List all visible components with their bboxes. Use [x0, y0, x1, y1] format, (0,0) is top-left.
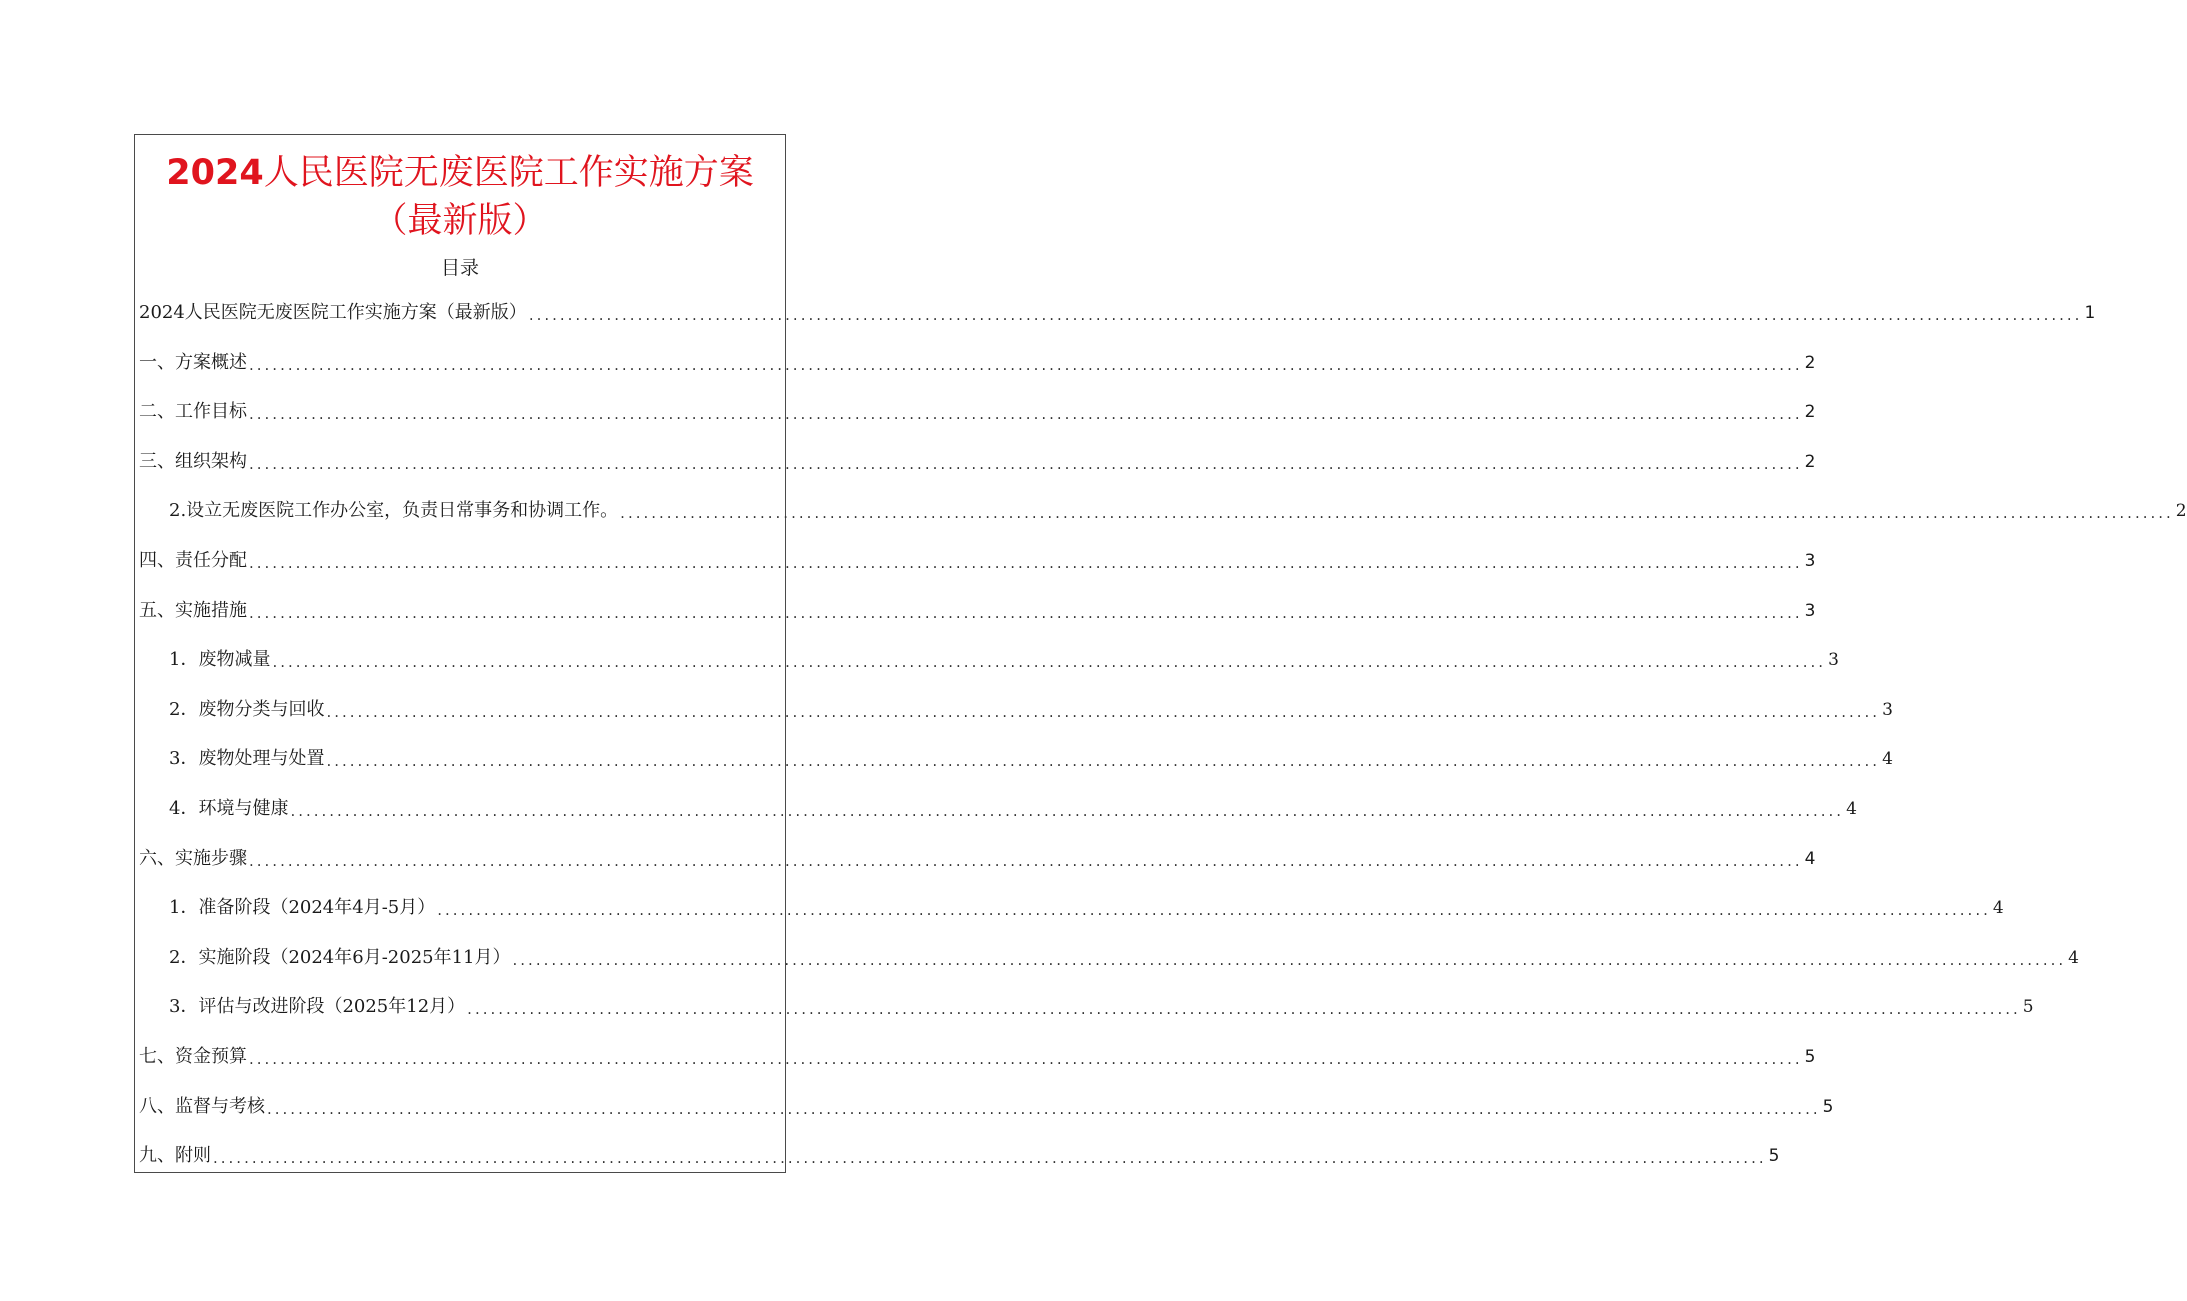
toc-entry-page: 4	[1992, 898, 2004, 919]
document-title	[135, 145, 785, 195]
toc-leader-dots: ........................................................................................................................................................................................................	[249, 355, 1803, 374]
toc-entry-page: 2	[1804, 402, 1816, 423]
toc-entry-label: 三、组织架构	[139, 450, 247, 472]
toc-leader-dots: ........................................................................................................................................................................................................	[213, 1149, 1767, 1168]
toc-leader-dots: ........................................................................................................................................................................................................	[249, 405, 1803, 424]
toc-entry-page: 5	[1822, 1096, 1834, 1117]
toc-leader-dots: ........................................................................................................................................................................................................	[437, 901, 1991, 920]
toc-entry-page: 3	[1882, 699, 1893, 720]
toc-leader-dots: ........................................................................................................................................................................................................	[249, 554, 1803, 572]
toc-entry-label: 七、资金预算	[139, 1046, 247, 1067]
toc-entry[interactable]	[139, 394, 1816, 424]
toc-heading: 目录	[440, 257, 479, 279]
toc-entry-page: 2	[1804, 451, 1816, 472]
toc-entry[interactable]	[139, 841, 1816, 871]
toc-entry-label: 2．实施阶段（2024年6月-2025年11月）	[169, 946, 511, 968]
toc-leader-dots: ........................................................................................................................................................................................................	[290, 802, 1845, 820]
toc-entry-label: 1．准备阶段（2024年4月-5月）	[169, 897, 436, 919]
toc-entry-label: 八、监督与考核	[139, 1095, 265, 1117]
title-text: 人民医院无废医院工作实施方案	[263, 153, 754, 193]
toc-entry-page: 3	[1828, 650, 1839, 671]
document-title-edition: （最新版）	[372, 201, 548, 241]
toc-entry[interactable]	[139, 1039, 1816, 1069]
toc-entry[interactable]	[139, 345, 1816, 375]
toc-entry-label: 2.设立无废医院工作办公室，负责日常事务和协调工作。	[169, 500, 619, 522]
toc-entry-page: 5	[2022, 997, 2034, 1018]
toc-entry[interactable]	[139, 1089, 1834, 1119]
toc-entry-label: 四、责任分配	[139, 550, 247, 571]
toc-entry-label: 1．废物减量	[169, 649, 271, 671]
toc-entry-label: 2．废物分类与回收	[169, 698, 325, 720]
toc-leader-dots: ........................................................................................................................................................................................................	[512, 950, 2067, 969]
toc-leader-dots: ........................................................................................................................................................................................................	[528, 306, 2083, 324]
toc-leader-dots: ........................................................................................................................................................................................................	[249, 1050, 1803, 1068]
toc-entry-page: 3	[1804, 600, 1816, 621]
toc-entry-label: 一、方案概述	[139, 351, 247, 373]
toc-entry-page: 5	[1804, 1047, 1816, 1067]
toc-leader-dots: ........................................................................................................................................................................................................	[620, 504, 2174, 523]
toc-entry-page: 5	[1768, 1146, 1780, 1167]
toc-entry[interactable]	[139, 295, 2096, 325]
toc-entry[interactable]	[169, 791, 1857, 821]
toc-entry[interactable]	[139, 444, 1816, 474]
toc-entry[interactable]	[139, 1138, 1780, 1168]
toc-entry[interactable]	[169, 940, 2079, 970]
toc-entry-label: 五、实施措施	[139, 599, 247, 621]
title-year: 2024	[166, 153, 264, 193]
toc-entry-label: 六、实施步骤	[139, 847, 247, 869]
toc-entry-page: 2	[1804, 352, 1816, 373]
toc-entry-page: 2	[2175, 501, 2187, 522]
toc-entry[interactable]	[169, 741, 1893, 771]
toc-entry-page: 3	[1804, 551, 1816, 571]
toc-leader-dots: ........................................................................................................................................................................................................	[249, 603, 1803, 622]
toc-entry-label: 二、工作目标	[139, 401, 247, 423]
toc-entry[interactable]	[139, 593, 1816, 623]
toc-leader-dots: ........................................................................................................................................................................................................	[249, 454, 1803, 473]
toc-entry-label: 4．环境与健康	[169, 798, 289, 819]
toc-entry[interactable]	[169, 493, 2187, 523]
toc-entry-page: 4	[2068, 947, 2079, 968]
document-frame	[134, 134, 2187, 1173]
toc-leader-dots: ........................................................................................................................................................................................................	[267, 1099, 1821, 1118]
toc-entry-page: 4	[1882, 749, 1893, 770]
toc-entry-label: 3．废物处理与处置	[169, 748, 325, 770]
toc-entry[interactable]	[169, 642, 1839, 672]
toc-entry[interactable]	[139, 543, 1816, 573]
toc-entry-label: 2024人民医院无废医院工作实施方案（最新版）	[139, 302, 527, 323]
toc-leader-dots: ........................................................................................................................................................................................................	[249, 851, 1803, 870]
toc-leader-dots: ........................................................................................................................................................................................................	[326, 752, 1881, 771]
toc-leader-dots: ........................................................................................................................................................................................................	[326, 702, 1881, 721]
toc-entry[interactable]	[169, 989, 2034, 1019]
toc-entry-page: 4	[1804, 848, 1816, 869]
toc-entry-page: 4	[1846, 799, 1857, 819]
toc-entry-page: 1	[2084, 303, 2096, 323]
toc-entry-label: 九、附则	[139, 1145, 211, 1167]
toc-leader-dots: ........................................................................................................................................................................................................	[272, 653, 1827, 672]
toc-entry-label: 3．评估与改进阶段（2025年12月）	[169, 996, 466, 1018]
toc-entry[interactable]	[169, 890, 2004, 920]
toc-entry[interactable]	[169, 692, 1893, 722]
toc-leader-dots: ........................................................................................................................................................................................................	[467, 1000, 2021, 1019]
